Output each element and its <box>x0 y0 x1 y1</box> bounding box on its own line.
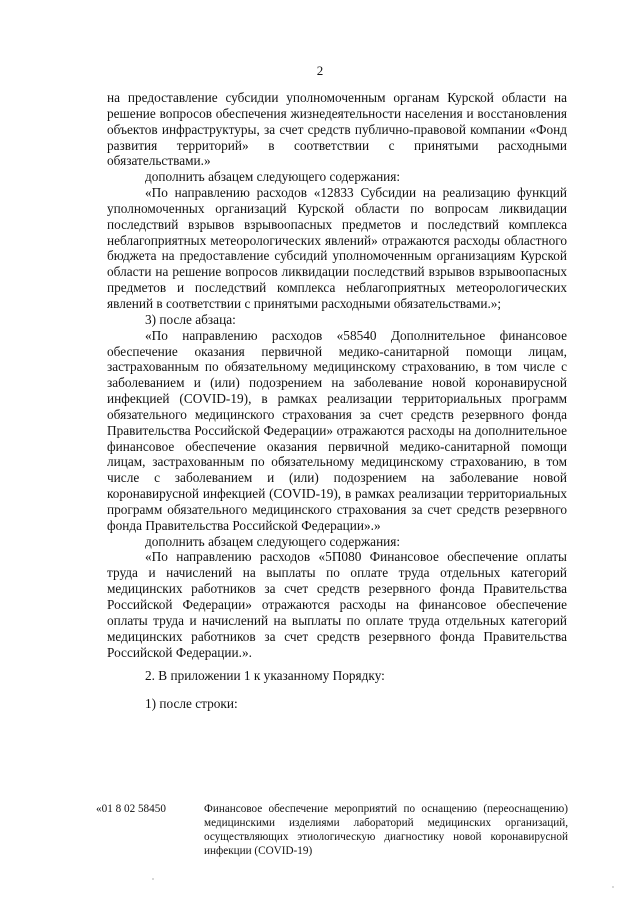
paragraph-instruction: дополнить абзацем следующего содержания: <box>145 169 401 185</box>
scan-speck <box>152 878 154 880</box>
page-number: 2 <box>316 63 324 78</box>
row-code: «01 8 02 58450 <box>96 803 166 815</box>
paragraph-quote-12833: «По направлению расходов «12833 Субсидии на реализацию функций уполномоченных организаций Курской области по вопросам ликвидации последствий взрывов взрывоопасных предметов и последствий комплекса неблагоприятных метеорологических явлений» отражаются расходы областного бюджета на предоставление субсидий уполномоченным организациям Курской области на решение вопросов ликвидации последствий взрывов взрывоопасных предметов и последствий комплекса неблагоприятных метеорологических явлений в соответствии с принятыми расходными обязательствами.»; <box>107 185 567 311</box>
paragraph-item-1: 1) после строки: <box>145 696 238 712</box>
row-description: Финансовое обеспечение мероприятий по оснащению (переоснащению) медицинскими изделиями лабораторий медицинских организаций, осуществляющих этиологическую диагностику новой коронавирусной инфекции (COVID-19) <box>204 803 568 857</box>
paragraph-item-2: 2. В приложении 1 к указанному Порядку: <box>145 668 385 684</box>
paragraph-item-3: 3) после абзаца: <box>145 311 236 327</box>
paragraph-quote-58540: «По направлению расходов «58540 Дополнительное финансовое обеспечение оказания первичной медико-санитарной помощи лицам, застрахованным по обязательному медицинскому страхованию, в том числе с заболеванием и (или) подозрением на заболевание новой коронавирусной инфекцией (COVID-19), в рамках реализации территориальных программ обязательного медицинского страхования за счет средств резервного фонда Правительства Российской Федерации» отражаются расходы на дополнительное финансовое обеспечение оказания первичной медико-санитарной помощи лицам, застрахованным по обязательному медицинскому страхованию, в том числе с заболеванием и (или) подозрением на заболевание новой коронавирусной инфекцией (COVID-19), в рамках реализации территориальных программ обязательного медицинского страхования за счет средств резервного фонда Правительства Российской Федерации».» <box>107 327 567 533</box>
document-body <box>107 90 567 712</box>
paragraph-instruction: дополнить абзацем следующего содержания: <box>145 533 401 549</box>
table-row <box>96 802 568 858</box>
scan-speck <box>612 886 614 888</box>
paragraph-quote-5p080: «По направлению расходов «5П080 Финансовое обеспечение оплаты труда и начислений на выплаты по оплате труда отдельных категорий медицинских работников за счет средств резервного фонда Правительства Российской Федерации» отражаются расходы на финансовое обеспечение оплаты труда и начислений на выплаты по оплате труда отдельных категорий медицинских работников за счет средств резервного фонда Правительства Российской Федерации.». <box>107 549 567 660</box>
paragraph-continuation: на предоставление субсидии уполномоченным органам Курской области на решение вопросов обеспечения жизнедеятельности населения и восстановления объектов инфраструктуры, за счет средств публично-правовой компании «Фонд развития территорий» в соответствии с принятыми расходными обязательствами.» <box>107 90 567 169</box>
